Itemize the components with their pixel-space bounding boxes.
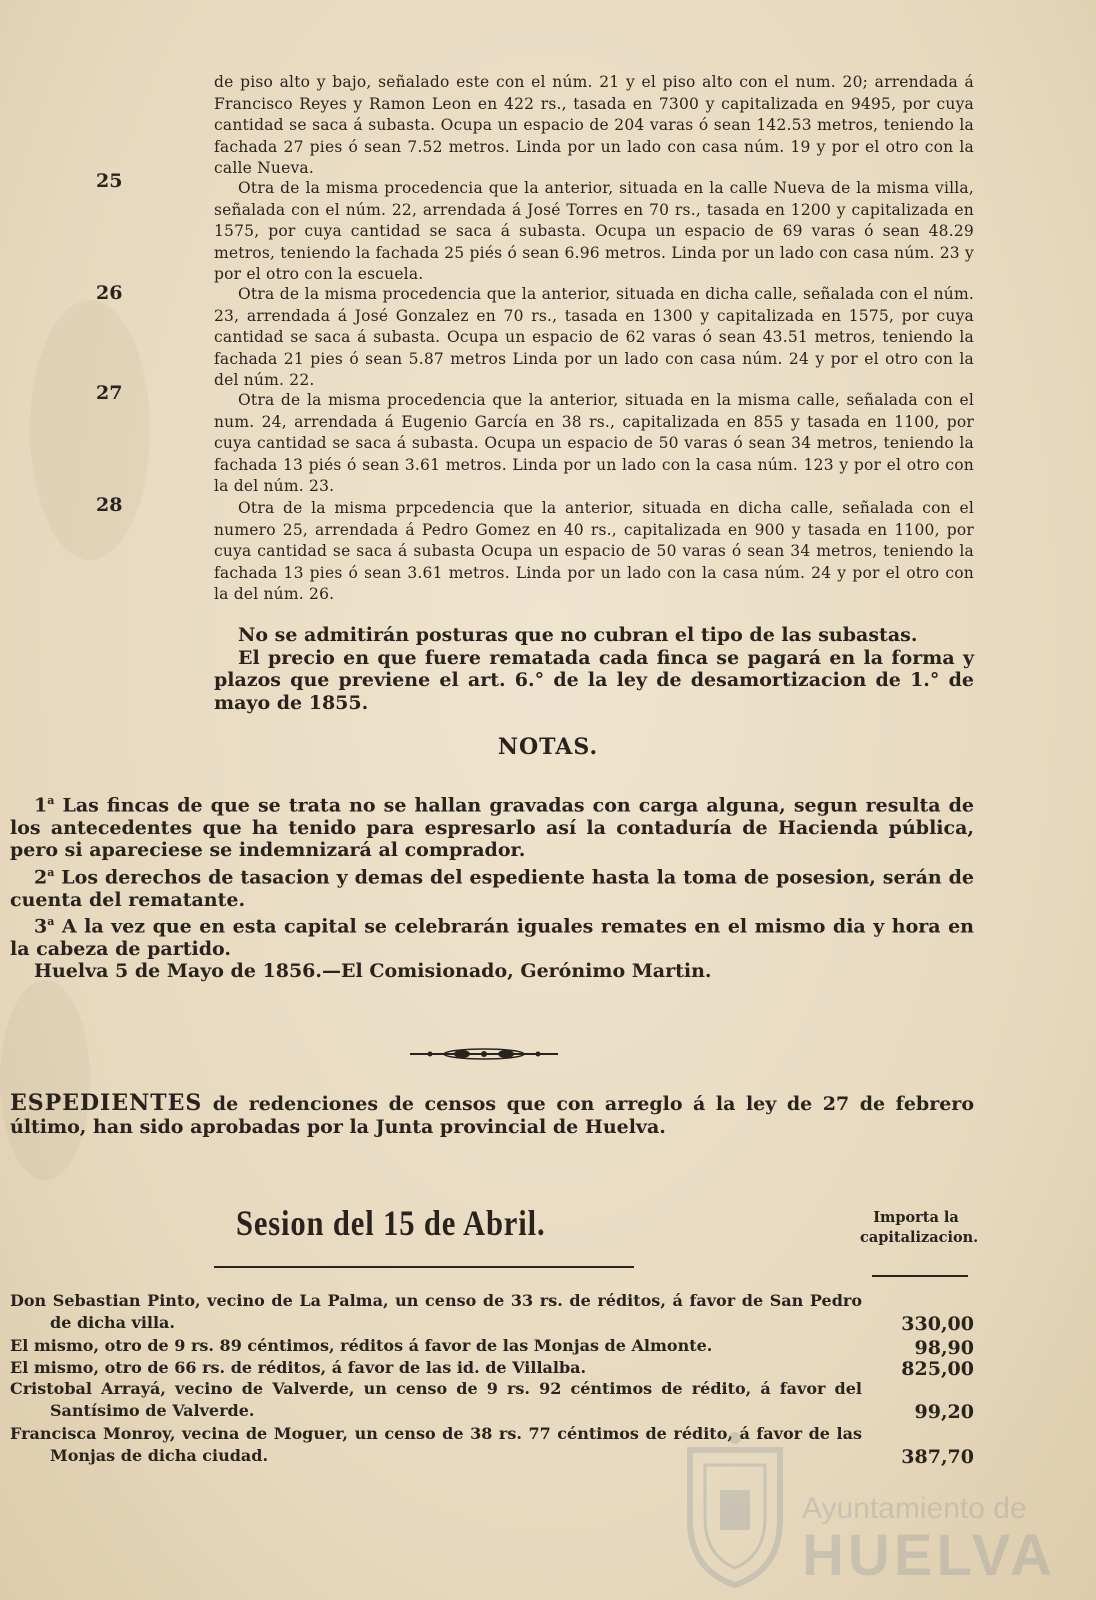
lot-number: 28 [96, 494, 123, 516]
note-item [10, 862, 974, 911]
condition-text: El precio en que fuere rematada cada finca se pagará en la forma y plazos que previene el art. 6.° de la ley de desamortizacion de 1.° de mayo de 1855. [214, 646, 974, 714]
expedientes-lead: ESPEDIENTES [10, 1090, 203, 1116]
note-item [10, 911, 974, 960]
lot-continuation [214, 72, 974, 180]
lot-text: Otra de la misma procedencia que la anterior, situada en la calle Nueva de la misma villa, señalada con el núm. 22, arrendada á José Torres en 70 rs., tasada en 1200 y capitalizada en 1575, por cuya cantidad se saca á subasta. Ocupa un espacio de 69 varas ó sean 48.29 metros, teniendo la fachada 25 piés ó sean 6.96 metros. Linda por un lado con casa núm. 23 y por el otro con la escuela. [214, 179, 974, 283]
paper-stain [0, 980, 90, 1180]
note-superscript: a [47, 865, 55, 879]
entry-amount: 825,00 [901, 1358, 974, 1380]
entry-amount: 330,00 [901, 1313, 974, 1335]
list-item [10, 1357, 974, 1379]
lot-number: 25 [96, 170, 123, 192]
expedientes-text: de redenciones de censos que con arreglo á la ley de 27 de febrero último, han sido aprobadas por la Junta provincial de Huelva. [10, 1093, 974, 1138]
column-header: Importa la capitalizacion. [860, 1209, 979, 1246]
note-text: Las fincas de que se trata no se hallan gravadas con carga alguna, segun resulta de los antecedentes que ha tenido para espresarlo así la contaduría de Hacienda pública, pero si apareciese se indemnizará al comprador. [10, 794, 974, 862]
note-superscript: a [47, 794, 55, 807]
note-text: A la vez que en esta capital se celebrarán iguales remates en el mismo dia y hora en la cabeza de partido. [10, 915, 974, 960]
lot-26 [214, 284, 974, 392]
list-item [10, 1378, 974, 1421]
column-header-rule [872, 1275, 968, 1277]
note-text: Los derechos de tasacion y demas del espediente hasta la toma de posesion, serán de cuenta del rematante. [10, 866, 975, 911]
signature-line: Huelva 5 de Mayo de 1856.—El Comisionado, Gerónimo Martin. [34, 960, 712, 983]
notes-section [10, 790, 974, 983]
coat-of-arms-icon [680, 1430, 790, 1590]
paper-stain [30, 300, 150, 560]
entry-description: Don Sebastian Pinto, vecino de La Palma, un censo de 33 rs. de réditos, á favor de San Pedro de dicha villa. [10, 1291, 862, 1332]
notas-heading: NOTAS. [497, 734, 599, 760]
condition-text: No se admitirán posturas que no cubran el tipo de las subastas. [238, 624, 918, 646]
session-title-rule [214, 1266, 634, 1268]
expedientes-paragraph [10, 1092, 974, 1139]
watermark-line2: HUELVA [802, 1523, 1056, 1588]
lot-text: Otra de la misma prpcedencia que la anterior, situada en dicha calle, señalada con el numero 25, arrendada á Pedro Gomez en 40 rs., capitalizada en 900 y tasada en 1100, por cuya cantidad se saca á subasta Ocupa un espacio de 50 varas ó sean 34 metros, teniendo la fachada 13 pies ó sean 3.61 metros. Linda por un lado con la casa núm. 24 y por el otro con la del núm. 26. [214, 499, 974, 603]
entry-amount: 99,20 [914, 1401, 974, 1423]
expedientes-heading [10, 1092, 974, 1139]
lot-text: de piso alto y bajo, señalado este con el núm. 21 y el piso alto con el num. 20; arrendada á Francisco Reyes y Ramon Leon en 422 rs., tasada en 7300 y capitalizada en 9495, por cuya cantidad se saca á subasta. Ocupa un espacio de 204 varas ó sean 142.53 metros, teniendo la fachada 27 pies ó sean 7.52 metros. Linda por un lado con casa núm. 19 y por el otro con la calle Nueva. [214, 73, 974, 177]
session-title: Sesion del 15 de Abril. [236, 1203, 546, 1243]
list-item [10, 1290, 974, 1333]
entry-description: El mismo, otro de 9 rs. 89 céntimos, réditos á favor de las Monjas de Almonte. [10, 1336, 713, 1355]
entry-description: Francisca Monroy, vecina de Moguer, un censo de 38 rs. 77 céntimos de rédito, á favor de las Monjas de dicha ciudad. [10, 1424, 862, 1465]
archive-watermark [680, 1430, 1056, 1590]
lot-number: 27 [96, 382, 123, 404]
note-number: 3 [34, 915, 48, 938]
entry-description: Cristobal Arrayá, vecino de Valverde, un censo de 9 rs. 92 céntimos de rédito, á favor del Santísimo de Valverde. [10, 1379, 862, 1420]
entry-description: El mismo, otro de 66 rs. de réditos, á favor de las id. de Villalba. [10, 1357, 587, 1377]
lot-number: 26 [96, 282, 123, 304]
lot-text: Otra de la misma procedencia que la anterior, situada en la misma calle, señalada con el num. 24, arrendada á Eugenio García en 38 rs., capitalizada en 855 y tasada en 1100, por cuya cantidad se saca á subasta. Ocupa un espacio de 50 varas ó sean 34 metros, teniendo la fachada 13 piés ó sean 3.61 metros. Linda por un lado con la casa núm. 123 y por el otro con la del núm. 23. [214, 391, 974, 495]
entry-amount: 387,70 [901, 1446, 974, 1468]
note-number: 1 [34, 794, 48, 817]
note-number: 2 [34, 866, 48, 889]
ornament-divider [410, 1048, 558, 1060]
note-item [10, 790, 974, 862]
lot-28 [214, 498, 974, 606]
lot-27 [214, 390, 974, 498]
note-superscript: a [47, 915, 55, 929]
entry-amount: 98,90 [914, 1336, 974, 1359]
list-item [10, 1335, 974, 1357]
watermark-line1: Ayuntamiento de [802, 1492, 1027, 1525]
lot-text: Otra de la misma procedencia que la anterior, situada en dicha calle, señalada con el núm. 23, arrendada á José Gonzalez en 70 rs., tasada en 1300 y capitalizada en 1575, por cuya cantidad se saca á subasta. Ocupa un espacio de 62 varas ó sean 43.51 metros, teniendo la fachada 21 pies ó sean 5.87 metros Linda por un lado con casa núm. 24 y por el otro con la del núm. 22. [214, 285, 974, 389]
lot-25 [214, 178, 974, 286]
auction-conditions [214, 624, 974, 714]
